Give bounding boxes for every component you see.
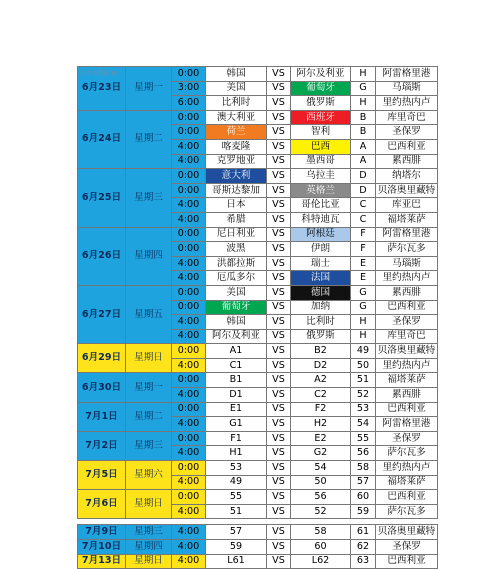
- group-or-match-number: B: [351, 125, 376, 140]
- vs-label: VS: [267, 525, 291, 540]
- vs-label: VS: [267, 242, 291, 257]
- home-team: 波黑: [206, 242, 267, 257]
- home-team: 日本: [206, 198, 267, 213]
- match-time: 4:00: [172, 504, 206, 519]
- match-date: 7月2日: [78, 431, 126, 460]
- home-team: 厄瓜多尔: [206, 271, 267, 286]
- match-time: 0:00: [172, 169, 206, 184]
- away-team: 乌拉圭: [291, 169, 351, 184]
- home-team: 尼日利亚: [206, 227, 267, 242]
- match-date: 7月5日: [78, 461, 126, 490]
- away-team: B2: [291, 344, 351, 359]
- vs-label: VS: [267, 285, 291, 300]
- vs-label: VS: [267, 315, 291, 330]
- away-team: 加纳: [291, 300, 351, 315]
- vs-label: VS: [267, 67, 291, 82]
- vs-label: VS: [267, 461, 291, 476]
- match-date: 7月9日: [78, 525, 126, 540]
- group-or-match-number: A: [351, 139, 376, 154]
- vs-label: VS: [267, 256, 291, 271]
- vs-label: VS: [267, 227, 291, 242]
- match-date: 6月24日: [78, 110, 126, 168]
- venue: 里约热内卢: [376, 358, 438, 373]
- match-time: 4:00: [172, 540, 206, 555]
- home-team: 韩国: [206, 67, 267, 82]
- home-team: G1: [206, 417, 267, 432]
- match-weekday: 星期三: [126, 525, 172, 540]
- match-date: 6月30日: [78, 373, 126, 402]
- home-team: 希腊: [206, 212, 267, 227]
- match-weekday: 星期日: [126, 344, 172, 373]
- match-date: 7月1日: [78, 402, 126, 431]
- watermark: 汇友本塑胶 kr: [80, 70, 118, 77]
- match-date: 6月26日: [78, 227, 126, 285]
- match-row: [78, 110, 438, 125]
- match-row: [78, 285, 438, 300]
- away-team: 德国: [291, 285, 351, 300]
- away-team: 俄罗斯: [291, 96, 351, 111]
- vs-label: VS: [267, 169, 291, 184]
- match-row: [78, 431, 438, 446]
- match-date: 6月25日: [78, 169, 126, 227]
- group-or-match-number: 55: [351, 431, 376, 446]
- world-cup-schedule: [77, 66, 437, 569]
- away-team: F2: [291, 402, 351, 417]
- home-team: 美国: [206, 81, 267, 96]
- vs-label: VS: [267, 81, 291, 96]
- match-time: 4:00: [172, 329, 206, 344]
- home-team: 克罗地亚: [206, 154, 267, 169]
- vs-label: VS: [267, 431, 291, 446]
- match-time: 0:00: [172, 183, 206, 198]
- vs-label: VS: [267, 300, 291, 315]
- home-team: H1: [206, 446, 267, 461]
- group-or-match-number: G: [351, 81, 376, 96]
- venue: 累西腓: [376, 154, 438, 169]
- match-time: 4:00: [172, 358, 206, 373]
- venue: 阿雷格里港: [376, 417, 438, 432]
- venue: 纳塔尔: [376, 169, 438, 184]
- group-or-match-number: 60: [351, 490, 376, 505]
- away-team: 伊朗: [291, 242, 351, 257]
- venue: 贝洛奥里藏特: [376, 525, 438, 540]
- group-or-match-number: E: [351, 271, 376, 286]
- match-date: 6月29日: [78, 344, 126, 373]
- away-team: 56: [291, 490, 351, 505]
- match-time: 4:00: [172, 475, 206, 490]
- vs-label: VS: [267, 388, 291, 403]
- match-time: 0:00: [172, 125, 206, 140]
- match-time: 0:00: [172, 431, 206, 446]
- away-team: 英格兰: [291, 183, 351, 198]
- venue: 马瑙斯: [376, 256, 438, 271]
- home-team: B1: [206, 373, 267, 388]
- match-time: 0:00: [172, 242, 206, 257]
- away-team: 52: [291, 504, 351, 519]
- away-team: 60: [291, 540, 351, 555]
- match-date: 6月27日: [78, 285, 126, 343]
- match-weekday: 星期一: [126, 67, 172, 111]
- home-team: D1: [206, 388, 267, 403]
- away-team: C2: [291, 388, 351, 403]
- match-row: [78, 554, 438, 569]
- venue: 巴西利亚: [376, 554, 438, 569]
- home-team: 韩国: [206, 315, 267, 330]
- vs-label: VS: [267, 271, 291, 286]
- group-or-match-number: 52: [351, 388, 376, 403]
- group-or-match-number: D: [351, 169, 376, 184]
- match-time: 0:00: [172, 285, 206, 300]
- venue: 库里奇巴: [376, 110, 438, 125]
- match-weekday: 星期日: [126, 490, 172, 519]
- match-weekday: 星期三: [126, 431, 172, 460]
- away-team: 瑞士: [291, 256, 351, 271]
- vs-label: VS: [267, 358, 291, 373]
- away-team: 比利时: [291, 315, 351, 330]
- group-or-match-number: 59: [351, 504, 376, 519]
- venue: 阿雷格里港: [376, 67, 438, 82]
- group-or-match-number: H: [351, 315, 376, 330]
- match-weekday: 星期日: [126, 554, 172, 569]
- venue: 圣保罗: [376, 431, 438, 446]
- venue: 巴西利亚: [376, 490, 438, 505]
- away-team: 巴西: [291, 139, 351, 154]
- match-time: 0:00: [172, 227, 206, 242]
- match-date: 7月10日: [78, 540, 126, 555]
- home-team: 葡萄牙: [206, 300, 267, 315]
- match-time: 4:00: [172, 446, 206, 461]
- venue: 萨尔瓦多: [376, 446, 438, 461]
- match-weekday: 星期二: [126, 402, 172, 431]
- venue: 累西腓: [376, 285, 438, 300]
- group-or-match-number: D: [351, 183, 376, 198]
- vs-label: VS: [267, 110, 291, 125]
- match-row: [78, 344, 438, 359]
- group-or-match-number: 53: [351, 402, 376, 417]
- match-time: 6:00: [172, 96, 206, 111]
- away-team: E2: [291, 431, 351, 446]
- home-team: 57: [206, 525, 267, 540]
- away-team: 50: [291, 475, 351, 490]
- away-team: 法国: [291, 271, 351, 286]
- venue: 里约热内卢: [376, 96, 438, 111]
- group-or-match-number: H: [351, 96, 376, 111]
- away-team: 阿根廷: [291, 227, 351, 242]
- away-team: D2: [291, 358, 351, 373]
- away-team: A2: [291, 373, 351, 388]
- group-or-match-number: 58: [351, 461, 376, 476]
- match-row: [78, 402, 438, 417]
- vs-label: VS: [267, 475, 291, 490]
- group-or-match-number: H: [351, 329, 376, 344]
- vs-label: VS: [267, 554, 291, 569]
- vs-label: VS: [267, 490, 291, 505]
- match-time: 0:00: [172, 110, 206, 125]
- venue: 库亚巴: [376, 198, 438, 213]
- home-team: 阿尔及利亚: [206, 329, 267, 344]
- vs-label: VS: [267, 540, 291, 555]
- vs-label: VS: [267, 402, 291, 417]
- venue: 福塔莱萨: [376, 212, 438, 227]
- home-team: 59: [206, 540, 267, 555]
- home-team: E1: [206, 402, 267, 417]
- group-or-match-number: 54: [351, 417, 376, 432]
- home-team: 美国: [206, 285, 267, 300]
- venue: 萨尔瓦多: [376, 504, 438, 519]
- match-row: [78, 461, 438, 476]
- match-date: 7月13日: [78, 554, 126, 569]
- match-time: 0:00: [172, 67, 206, 82]
- vs-label: VS: [267, 329, 291, 344]
- away-team: 54: [291, 461, 351, 476]
- vs-label: VS: [267, 373, 291, 388]
- match-row: [78, 227, 438, 242]
- vs-label: VS: [267, 125, 291, 140]
- venue: 福塔莱萨: [376, 373, 438, 388]
- group-or-match-number: 62: [351, 540, 376, 555]
- vs-label: VS: [267, 212, 291, 227]
- group-or-match-number: 50: [351, 358, 376, 373]
- match-row: [78, 525, 438, 540]
- match-time: 3:00: [172, 81, 206, 96]
- match-row: [78, 67, 438, 82]
- match-weekday: 星期六: [126, 461, 172, 490]
- match-time: 4:00: [172, 198, 206, 213]
- group-or-match-number: H: [351, 67, 376, 82]
- group-or-match-number: F: [351, 227, 376, 242]
- away-team: 智利: [291, 125, 351, 140]
- away-team: 58: [291, 525, 351, 540]
- match-time: 0:00: [172, 344, 206, 359]
- venue: 圣保罗: [376, 125, 438, 140]
- vs-label: VS: [267, 183, 291, 198]
- group-or-match-number: 51: [351, 373, 376, 388]
- away-team: 俄罗斯: [291, 329, 351, 344]
- home-team: 洪都拉斯: [206, 256, 267, 271]
- away-team: 葡萄牙: [291, 81, 351, 96]
- match-time: 4:00: [172, 154, 206, 169]
- home-team: 喀麦隆: [206, 139, 267, 154]
- group-or-match-number: 57: [351, 475, 376, 490]
- group-or-match-number: G: [351, 300, 376, 315]
- match-weekday: 星期二: [126, 110, 172, 168]
- venue: 萨尔瓦多: [376, 242, 438, 257]
- away-team: 哥伦比亚: [291, 198, 351, 213]
- match-row: [78, 373, 438, 388]
- group-or-match-number: A: [351, 154, 376, 169]
- match-time: 4:00: [172, 417, 206, 432]
- group-or-match-number: B: [351, 110, 376, 125]
- match-time: 0:00: [172, 461, 206, 476]
- away-team: 西班牙: [291, 110, 351, 125]
- vs-label: VS: [267, 139, 291, 154]
- match-weekday: 星期四: [126, 540, 172, 555]
- away-team: G2: [291, 446, 351, 461]
- match-weekday: 星期四: [126, 227, 172, 285]
- vs-label: VS: [267, 446, 291, 461]
- group-or-match-number: 63: [351, 554, 376, 569]
- venue: 马瑙斯: [376, 81, 438, 96]
- home-team: C1: [206, 358, 267, 373]
- match-date: 7月6日: [78, 490, 126, 519]
- home-team: 意大利: [206, 169, 267, 184]
- group-or-match-number: C: [351, 212, 376, 227]
- home-team: 澳大利亚: [206, 110, 267, 125]
- home-team: 51: [206, 504, 267, 519]
- schedule-table: [77, 66, 438, 569]
- match-time: 4:00: [172, 256, 206, 271]
- vs-label: VS: [267, 504, 291, 519]
- home-team: F1: [206, 431, 267, 446]
- match-date: 6月23日: [78, 67, 126, 111]
- home-team: 比利时: [206, 96, 267, 111]
- home-team: 49: [206, 475, 267, 490]
- away-team: 阿尔及利亚: [291, 67, 351, 82]
- group-or-match-number: 61: [351, 525, 376, 540]
- match-row: [78, 169, 438, 184]
- venue: 里约热内卢: [376, 461, 438, 476]
- venue: 巴西利亚: [376, 300, 438, 315]
- match-time: 0:00: [172, 300, 206, 315]
- home-team: 53: [206, 461, 267, 476]
- match-weekday: 星期五: [126, 285, 172, 343]
- venue: 圣保罗: [376, 315, 438, 330]
- away-team: L62: [291, 554, 351, 569]
- group-or-match-number: F: [351, 242, 376, 257]
- group-or-match-number: C: [351, 198, 376, 213]
- match-time: 4:00: [172, 525, 206, 540]
- away-team: H2: [291, 417, 351, 432]
- match-time: 4:00: [172, 388, 206, 403]
- venue: 库里奇巴: [376, 329, 438, 344]
- match-weekday: 星期一: [126, 373, 172, 402]
- away-team: 墨西哥: [291, 154, 351, 169]
- venue: 圣保罗: [376, 540, 438, 555]
- match-weekday: 星期三: [126, 169, 172, 227]
- match-time: 4:00: [172, 315, 206, 330]
- match-row: [78, 490, 438, 505]
- match-row: [78, 540, 438, 555]
- home-team: L61: [206, 554, 267, 569]
- match-time: 0:00: [172, 373, 206, 388]
- away-team: 科特迪瓦: [291, 212, 351, 227]
- vs-label: VS: [267, 154, 291, 169]
- venue: 福塔莱萨: [376, 475, 438, 490]
- match-time: 4:00: [172, 139, 206, 154]
- vs-label: VS: [267, 344, 291, 359]
- venue: 阿雷格里港: [376, 227, 438, 242]
- venue: 贝洛奥里藏特: [376, 183, 438, 198]
- home-team: 荷兰: [206, 125, 267, 140]
- match-time: 4:00: [172, 212, 206, 227]
- venue: 巴西利亚: [376, 402, 438, 417]
- home-team: 55: [206, 490, 267, 505]
- venue: 里约热内卢: [376, 271, 438, 286]
- venue: 贝洛奥里藏特: [376, 344, 438, 359]
- venue: 累西腓: [376, 388, 438, 403]
- match-time: 0:00: [172, 490, 206, 505]
- group-or-match-number: 49: [351, 344, 376, 359]
- match-time: 4:00: [172, 554, 206, 569]
- group-or-match-number: 56: [351, 446, 376, 461]
- vs-label: VS: [267, 96, 291, 111]
- match-time: 4:00: [172, 271, 206, 286]
- vs-label: VS: [267, 198, 291, 213]
- home-team: A1: [206, 344, 267, 359]
- home-team: 哥斯达黎加: [206, 183, 267, 198]
- vs-label: VS: [267, 417, 291, 432]
- match-time: 0:00: [172, 402, 206, 417]
- group-or-match-number: E: [351, 256, 376, 271]
- venue: 巴西利亚: [376, 139, 438, 154]
- group-or-match-number: G: [351, 285, 376, 300]
